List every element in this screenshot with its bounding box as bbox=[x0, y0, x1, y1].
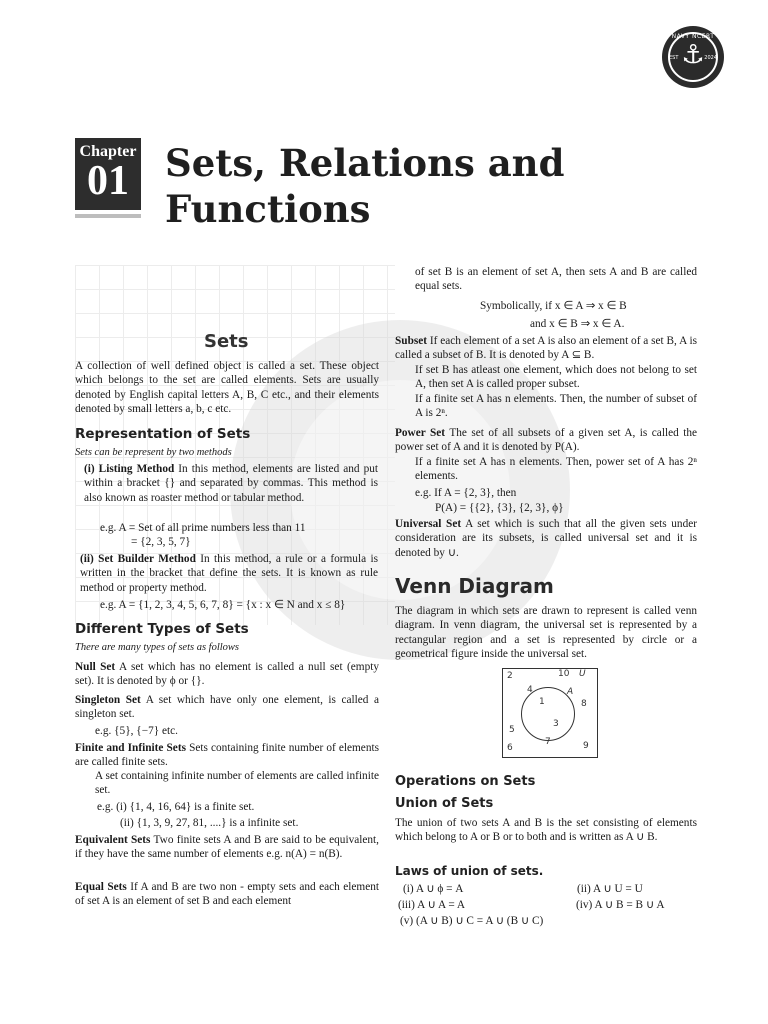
listing-method bbox=[84, 462, 378, 505]
symbolic-line-2: and x ∈ B ⇒ x ∈ A. bbox=[530, 318, 625, 330]
listing-method-text: In this method, elements are listed and put within a bracket {} and separated by commas. This method is also known as roaster method or tabular method. bbox=[84, 463, 379, 504]
infinite-sets-text: A set containing infinite number of elements are called infinite set. bbox=[95, 770, 379, 797]
chapter-title bbox=[165, 140, 625, 232]
listing-example: e.g. A = Set of all prime numbers less than 11 bbox=[100, 522, 306, 534]
venn-text: The diagram in which sets are drawn to represent is called venn diagram. In venn diagram, the universal set is represented by a rectangular region and a set is represented by circle or a geometrical figure inside the universal set. bbox=[395, 605, 697, 661]
law-3: (iii) A ∪ A = A bbox=[398, 899, 466, 911]
listing-example-result: = {2, 3, 5, 7} bbox=[131, 536, 191, 548]
venn-label-u: U bbox=[579, 669, 586, 679]
equal-sets bbox=[75, 880, 379, 909]
venn-diagram bbox=[502, 668, 598, 758]
singleton-set bbox=[75, 693, 379, 722]
universal-set-text: A set which is such that all the given sets under consideration are its subsets, is called universal set and it is denoted by ∪. bbox=[395, 518, 698, 559]
subset-text: If each element of a set A is also an element of a set B, A is called a subset of B. It is denoted by A ⊆ B. bbox=[395, 335, 697, 362]
equal-sets-continued: of set B is an element of set A, then sets A and B are called equal sets. bbox=[415, 266, 697, 293]
venn-label-10: 10 bbox=[558, 669, 570, 679]
finite-sets-text: Sets containing finite number of elements are called finite sets. bbox=[75, 742, 380, 769]
chapter-title-line1: Sets, Relations and bbox=[165, 141, 565, 185]
venn-label-9: 9 bbox=[583, 741, 589, 751]
law-4: (iv) A ∪ B = B ∪ A bbox=[576, 899, 665, 911]
law-1: (i) A ∪ ϕ = A bbox=[403, 883, 464, 895]
union-text: The union of two sets A and B is the set consisting of elements which belong to A or B or to both and is written as A ∪ B. bbox=[395, 817, 697, 844]
representation-note: Sets can be represent by two methods bbox=[75, 447, 232, 458]
finite-example-1: e.g. (i) {1, 4, 16, 64} is a finite set. bbox=[97, 801, 255, 813]
venn-label-4: 4 bbox=[527, 685, 533, 695]
power-set bbox=[395, 426, 697, 455]
chapter-title-line2: Functions bbox=[165, 187, 371, 231]
logo-est: EST bbox=[669, 55, 679, 61]
finite-infinite-sets bbox=[75, 741, 379, 770]
sets-intro: A collection of well defined object is called a set. These object which belongs to the set are called elements. Sets are usually denoted by English capital letters A, B, C etc., and their elements denoted by small letters a, b, c etc. bbox=[75, 360, 379, 416]
equal-sets-text: If A and B are two non - empty sets and each element of set A is an element of set B and each element bbox=[75, 881, 380, 908]
universal-set-label: Universal Set bbox=[395, 518, 462, 530]
power-set-text: The set of all subsets of a given set A, is called the power set of A and it is denoted by P(A). bbox=[395, 427, 698, 454]
operations-heading: Operations on Sets bbox=[395, 774, 536, 789]
logo-brand: NAVY NCERT bbox=[671, 33, 715, 40]
set-builder-example: e.g. A = {1, 2, 3, 4, 5, 6, 7, 8} = {x : x ∈ N and x ≤ 8} bbox=[100, 599, 346, 611]
power-set-label: Power Set bbox=[395, 427, 446, 439]
logo-year: 2024 bbox=[704, 55, 717, 61]
set-builder-method bbox=[80, 552, 378, 595]
chapter-word: Chapter bbox=[79, 143, 137, 160]
subset-count: If a finite set A has n elements. Then, the number of subset of A is 2ⁿ. bbox=[415, 393, 697, 420]
universal-set bbox=[395, 517, 697, 560]
venn-label-1: 1 bbox=[539, 697, 545, 707]
chapter-underline bbox=[75, 214, 141, 218]
power-set-example-2: P(A) = {{2}, {3}, {2, 3}, ϕ} bbox=[435, 502, 564, 514]
types-heading: Different Types of Sets bbox=[75, 621, 249, 637]
symbolic-line-1: Symbolically, if x ∈ A ⇒ x ∈ B bbox=[480, 300, 627, 312]
equivalent-sets-text: Two finite sets A and B are said to be equivalent, if they have the same number of elements e.g. n(A) = n(B). bbox=[75, 834, 380, 861]
null-set-label: Null Set bbox=[75, 661, 116, 673]
chapter-badge bbox=[75, 138, 141, 210]
venn-heading: Venn Diagram bbox=[395, 574, 554, 598]
equivalent-sets bbox=[75, 833, 379, 862]
singleton-set-label: Singleton Set bbox=[75, 694, 141, 706]
venn-label-5: 5 bbox=[509, 725, 515, 735]
anchor-icon: ⚓ bbox=[681, 40, 705, 70]
null-set-text: A set which has no element is called a null set (empty set). It is denoted by ϕ or {}. bbox=[75, 661, 379, 688]
singleton-example: e.g. {5}, {−7} etc. bbox=[95, 725, 178, 737]
null-set bbox=[75, 660, 379, 689]
subset bbox=[395, 334, 697, 363]
venn-label-8: 8 bbox=[581, 699, 587, 709]
chapter-number: 01 bbox=[87, 158, 129, 204]
finite-example-2: (ii) {1, 3, 9, 27, 81, ....} is a infinite set. bbox=[120, 817, 299, 829]
subset-label: Subset bbox=[395, 335, 428, 347]
law-2: (ii) A ∪ U = U bbox=[577, 883, 643, 895]
representation-heading: Representation of Sets bbox=[75, 426, 251, 442]
venn-label-6: 6 bbox=[507, 743, 513, 753]
power-set-count: If a finite set A has n elements. Then, power set of A has 2ⁿ elements. bbox=[415, 456, 697, 483]
laws-heading: Laws of union of sets. bbox=[395, 864, 544, 878]
equal-sets-label: Equal Sets bbox=[75, 881, 127, 893]
venn-label-7: 7 bbox=[545, 737, 551, 747]
subset-proper: If set B has atleast one element, which does not belong to set A, then set A is called proper subset. bbox=[415, 364, 697, 391]
equivalent-sets-label: Equivalent Sets bbox=[75, 834, 151, 846]
union-heading: Union of Sets bbox=[395, 796, 494, 811]
finite-sets-label: Finite and Infinite Sets bbox=[75, 742, 186, 754]
sets-heading: Sets bbox=[204, 331, 249, 352]
publisher-logo bbox=[662, 26, 724, 88]
types-note: There are many types of sets as follows bbox=[75, 642, 240, 653]
venn-label-3: 3 bbox=[553, 719, 559, 729]
law-5: (v) (A ∪ B) ∪ C = A ∪ (B ∪ C) bbox=[400, 915, 544, 927]
singleton-set-text: A set which have only one element, is called a singleton set. bbox=[75, 694, 379, 721]
venn-label-a: A bbox=[567, 687, 574, 697]
set-builder-label: (ii) Set Builder Method bbox=[80, 553, 196, 565]
venn-label-2: 2 bbox=[507, 671, 513, 681]
set-builder-text: In this method, a rule or a formula is written in the bracket that define the sets. It is known as rule method or property method. bbox=[80, 553, 379, 594]
power-set-example-1: e.g. If A = {2, 3}, then bbox=[415, 487, 517, 499]
listing-method-label: (i) Listing Method bbox=[84, 463, 175, 475]
